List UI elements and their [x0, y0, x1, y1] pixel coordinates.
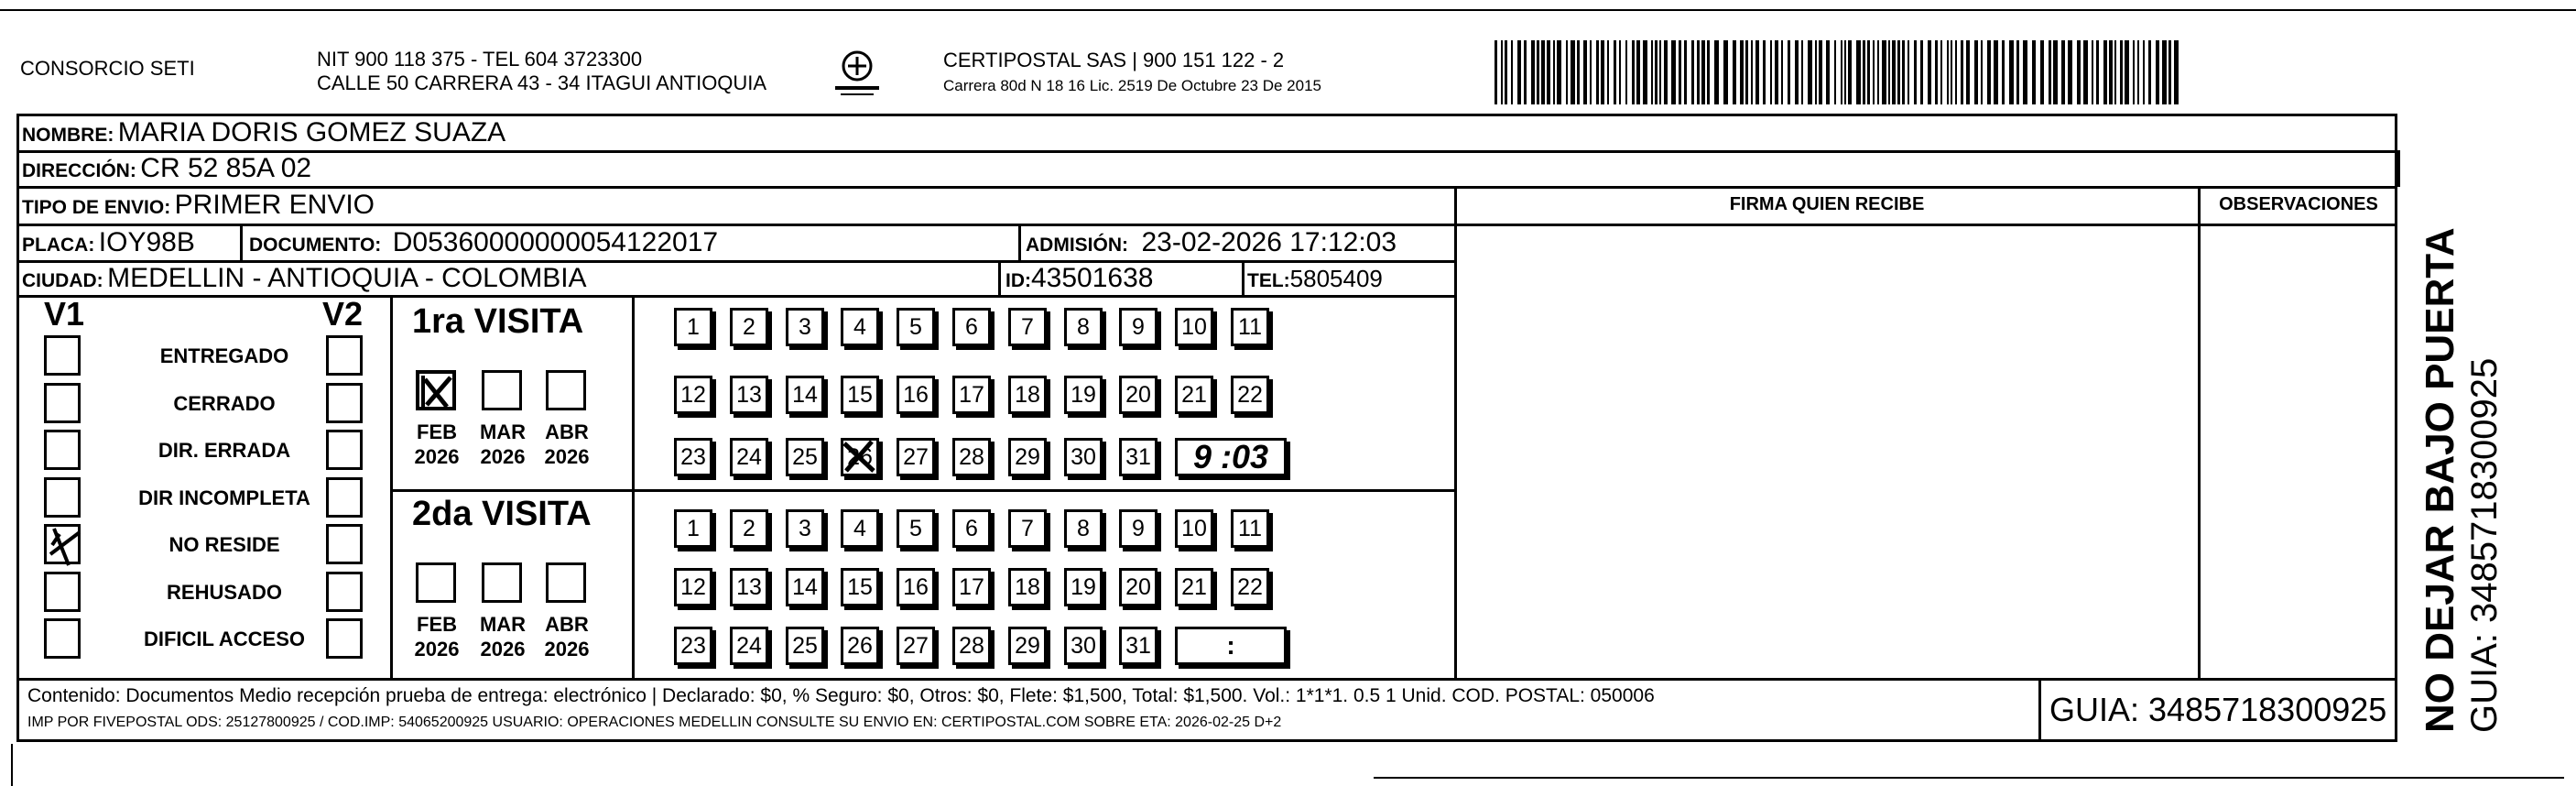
day-number: 7: [1021, 515, 1034, 541]
first-visit-day-22[interactable]: [1231, 376, 1269, 414]
second-visit-day-29[interactable]: [1008, 627, 1047, 665]
first-visit-day-28[interactable]: [952, 438, 991, 476]
day-number: 4: [853, 313, 866, 340]
second-visit-day-16[interactable]: [897, 568, 935, 606]
footer-print-info: IMP POR FIVEPOSTAL ODS: 25127800925 / COD.IMP: 54065200925 USUARIO: OPERACIONES MEDELLIN CONSULTE SU ENVIO EN: CERTIPOSTAL.COM SOBRE ETA: 2026-02-25 D+2: [27, 715, 1282, 730]
second-visit-day-4[interactable]: [841, 509, 879, 548]
ciudad-label: CIUDAD:: [22, 270, 103, 291]
day-number: 12: [680, 381, 706, 408]
day-number: 31: [1125, 632, 1151, 659]
first-visit-month-checkbox[interactable]: [482, 370, 522, 410]
day-number: 16: [903, 381, 929, 408]
second-visit-day-8[interactable]: [1064, 509, 1103, 548]
certipostal-line-2: Carrera 80d N 18 16 Lic. 2519 De Octubre 23 De 2015: [943, 77, 1321, 94]
placa-row: [22, 227, 195, 258]
v2-checkbox[interactable]: [326, 335, 363, 376]
first-visit-day-10[interactable]: [1175, 308, 1213, 346]
nit-line-1: NIT 900 118 375 - TEL 604 3723300: [317, 48, 643, 71]
v1-checkbox[interactable]: [44, 430, 81, 470]
month-year: 2026: [480, 638, 526, 660]
day-number: 11: [1238, 515, 1262, 541]
day-number: 5: [909, 515, 922, 541]
day-number: 29: [1015, 632, 1040, 659]
second-visit-day-24[interactable]: [730, 627, 768, 665]
second-visit-day-18[interactable]: [1008, 568, 1047, 606]
second-visit-day-25[interactable]: [786, 627, 824, 665]
first-visit-day-17[interactable]: [952, 376, 991, 414]
day-number: 5: [909, 313, 922, 340]
month-year: 2026: [544, 445, 590, 468]
second-visit-day-23[interactable]: [674, 627, 712, 665]
second-visit-day-27[interactable]: [897, 627, 935, 665]
day-number: 14: [792, 381, 818, 408]
day-number: 28: [959, 632, 984, 659]
month-year: 2026: [414, 638, 460, 660]
tel-label: TEL:: [1247, 270, 1290, 291]
tipo-value: PRIMER ENVIO: [174, 190, 375, 220]
day-number: 17: [959, 573, 984, 600]
ciudad-value: MEDELLIN - ANTIOQUIA - COLOMBIA: [107, 263, 587, 293]
side-text: [2418, 110, 2505, 733]
v1-checkbox[interactable]: [44, 383, 81, 423]
first-visit-month-checkbox[interactable]: [546, 370, 586, 410]
day-number: 21: [1181, 381, 1207, 408]
firma-header: FIRMA QUIEN RECIBE: [1729, 194, 1925, 214]
first-visit-day-5[interactable]: [897, 308, 935, 346]
first-visit-time-field[interactable]: 9 :03: [1175, 438, 1287, 476]
first-visit-day-11[interactable]: [1231, 308, 1269, 346]
v2-checkbox[interactable]: [326, 524, 363, 564]
id-row: [1005, 263, 1153, 294]
documento-value: D05360000000054122017: [392, 227, 719, 257]
day-number: 24: [736, 632, 762, 659]
tel-value: 5805409: [1289, 265, 1383, 292]
first-visit-day-1[interactable]: [674, 308, 712, 346]
day-number: 27: [903, 443, 929, 470]
day-number: 20: [1125, 573, 1151, 600]
first-visit-day-20[interactable]: [1119, 376, 1158, 414]
second-visit-day-2[interactable]: [730, 509, 768, 548]
day-number: 20: [1125, 381, 1151, 408]
month-name: FEB: [417, 613, 457, 636]
placa-label: PLACA:: [22, 235, 95, 256]
first-visit-day-4[interactable]: [841, 308, 879, 346]
day-number: 6: [965, 313, 978, 340]
month-label: [535, 420, 599, 469]
side-warning: NO DEJAR BAJO PUERTA: [2418, 227, 2462, 733]
status-reason-label: NO RESIDE: [168, 533, 280, 556]
first-visit-day-26[interactable]: [841, 438, 879, 476]
first-visit-day-16[interactable]: [897, 376, 935, 414]
second-visit-day-31[interactable]: [1119, 627, 1158, 665]
day-number: 10: [1181, 515, 1207, 541]
day-number: 30: [1071, 632, 1096, 659]
company-name: CONSORCIO SETI: [20, 57, 195, 80]
day-number: 7: [1021, 313, 1034, 340]
day-number: 13: [736, 573, 762, 600]
v1-checkbox[interactable]: [44, 477, 81, 518]
direccion-label: DIRECCIÓN:: [22, 160, 136, 181]
status-reason-label: DIR INCOMPLETA: [138, 486, 310, 509]
second-visit-day-7[interactable]: [1008, 509, 1047, 548]
admision-row: [1026, 227, 1397, 258]
footer-guia: GUIA: 3485718300925: [2049, 691, 2387, 728]
day-number: 8: [1077, 313, 1090, 340]
tel-row: [1247, 265, 1383, 293]
footer-content: Contenido: Documentos Medio recepción prueba de entrega: electrónico | Declarado: $0, % Seguro: $0, Otros: $0, Flete: $1,500, Total: $1,500. Vol.: 1*1*1. 0.5 1 Unid. COD. POSTAL: 050006: [27, 685, 1655, 706]
day-number: 9: [1132, 313, 1145, 340]
v1-checkbox[interactable]: [44, 335, 81, 376]
admision-value: 23-02-2026 17:12:03: [1141, 227, 1397, 257]
nombre-value: MARIA DORIS GOMEZ SUAZA: [117, 117, 506, 147]
first-visit-day-7[interactable]: [1008, 308, 1047, 346]
day-number: 15: [847, 381, 873, 408]
day-number: 19: [1071, 381, 1096, 408]
cross-mark-icon: [841, 438, 879, 476]
day-number: 25: [792, 443, 818, 470]
day-number: 6: [965, 515, 978, 541]
documento-label: DOCUMENTO:: [249, 235, 382, 256]
day-number: 25: [792, 632, 818, 659]
first-visit-day-13[interactable]: [730, 376, 768, 414]
month-label: [535, 612, 599, 661]
v1-checkbox[interactable]: [44, 618, 81, 659]
second-visit-day-28[interactable]: [952, 627, 991, 665]
v2-checkbox[interactable]: [326, 572, 363, 612]
day-number: 10: [1181, 313, 1207, 340]
id-label: ID:: [1005, 270, 1031, 291]
day-number: 23: [680, 443, 706, 470]
first-visit-day-2[interactable]: [730, 308, 768, 346]
v1-header: V1: [44, 295, 85, 333]
barcode: [1495, 40, 2179, 104]
v1-checkbox[interactable]: [44, 572, 81, 612]
direccion-value: CR 52 85A 02: [140, 153, 312, 183]
day-number: 22: [1237, 381, 1263, 408]
second-visit-day-6[interactable]: [952, 509, 991, 548]
second-visit-title: 2da VISITA: [412, 495, 592, 533]
second-visit-day-14[interactable]: [786, 568, 824, 606]
day-number: 31: [1125, 443, 1151, 470]
day-number: 18: [1015, 381, 1040, 408]
first-visit-month-checkbox[interactable]: [416, 370, 456, 410]
day-number: 17: [959, 381, 984, 408]
second-visit-day-19[interactable]: [1064, 568, 1103, 606]
month-label: [405, 612, 469, 661]
first-visit-day-25[interactable]: [786, 438, 824, 476]
certipostal-info: [943, 48, 1321, 99]
day-number: 8: [1077, 515, 1090, 541]
nombre-label: NOMBRE:: [22, 125, 114, 146]
second-visit-day-20[interactable]: [1119, 568, 1158, 606]
first-visit-day-30[interactable]: [1064, 438, 1103, 476]
v2-checkbox[interactable]: [326, 430, 363, 470]
day-number: 3: [799, 313, 811, 340]
day-number: 21: [1181, 573, 1207, 600]
first-visit-day-21[interactable]: [1175, 376, 1213, 414]
ciudad-row: [22, 263, 587, 294]
day-number: 30: [1071, 443, 1096, 470]
second-visit-time-field[interactable]: :: [1175, 627, 1287, 665]
admision-label: ADMISIÓN:: [1026, 235, 1128, 256]
day-number: 13: [736, 381, 762, 408]
day-number: 9: [1132, 515, 1145, 541]
certipostal-line-1: CERTIPOSTAL SAS | 900 151 122 - 2: [943, 49, 1285, 71]
second-visit-day-26[interactable]: [841, 627, 879, 665]
nombre-row: [22, 117, 505, 148]
first-visit-title: 1ra VISITA: [412, 302, 584, 341]
second-visit-day-1[interactable]: [674, 509, 712, 548]
status-reason-label: DIFICIL ACCESO: [143, 628, 305, 650]
second-visit-day-5[interactable]: [897, 509, 935, 548]
first-visit-day-12[interactable]: [674, 376, 712, 414]
first-visit-day-15[interactable]: [841, 376, 879, 414]
day-number: 4: [853, 515, 866, 541]
side-guia: GUIA: 3485718300925: [2464, 357, 2505, 733]
first-visit-day-8[interactable]: [1064, 308, 1103, 346]
first-visit-day-24[interactable]: [730, 438, 768, 476]
second-visit-month-checkbox[interactable]: [546, 562, 586, 603]
day-number: 11: [1238, 313, 1262, 340]
second-visit-month-checkbox[interactable]: [416, 562, 456, 603]
observaciones-header: OBSERVACIONES: [2219, 194, 2378, 214]
first-visit-day-23[interactable]: [674, 438, 712, 476]
second-visit-month-checkbox[interactable]: [482, 562, 522, 603]
second-visit-day-3[interactable]: [786, 509, 824, 548]
first-visit-day-9[interactable]: [1119, 308, 1158, 346]
month-year: 2026: [480, 445, 526, 468]
second-visit-day-13[interactable]: [730, 568, 768, 606]
first-visit-day-27[interactable]: [897, 438, 935, 476]
day-number: 1: [687, 515, 700, 541]
v2-header: V2: [322, 295, 364, 333]
first-visit-day-19[interactable]: [1064, 376, 1103, 414]
second-visit-day-9[interactable]: [1119, 509, 1158, 548]
v1-checkbox[interactable]: [44, 524, 81, 564]
day-number: 2: [743, 313, 755, 340]
v2-checkbox[interactable]: [326, 618, 363, 659]
status-reason-label: DIR. ERRADA: [158, 439, 291, 462]
month-name: MAR: [479, 613, 527, 636]
second-visit-day-11[interactable]: [1231, 509, 1269, 548]
first-visit-day-6[interactable]: [952, 308, 991, 346]
day-number: 24: [736, 443, 762, 470]
day-number: 14: [792, 573, 818, 600]
v2-checkbox[interactable]: [326, 383, 363, 423]
day-number: 15: [847, 573, 873, 600]
month-label: [471, 612, 535, 661]
company-nit: [317, 48, 766, 95]
day-number: 1: [687, 313, 700, 340]
second-visit-day-30[interactable]: [1064, 627, 1103, 665]
second-visit-day-15[interactable]: [841, 568, 879, 606]
month-name: FEB: [417, 420, 457, 443]
day-number: 22: [1237, 573, 1263, 600]
id-value: 43501638: [1031, 263, 1154, 293]
first-visit-day-14[interactable]: [786, 376, 824, 414]
check-mark-icon: [419, 374, 456, 410]
second-visit-day-12[interactable]: [674, 568, 712, 606]
month-name: ABR: [545, 613, 589, 636]
day-number: 16: [903, 573, 929, 600]
day-number: 19: [1071, 573, 1096, 600]
first-visit-day-18[interactable]: [1008, 376, 1047, 414]
day-number: 18: [1015, 573, 1040, 600]
day-number: 29: [1015, 443, 1040, 470]
first-visit-day-3[interactable]: [786, 308, 824, 346]
second-visit-day-17[interactable]: [952, 568, 991, 606]
first-visit-day-29[interactable]: [1008, 438, 1047, 476]
status-reason-label: REHUSADO: [167, 581, 282, 604]
nit-line-2: CALLE 50 CARRERA 43 - 34 ITAGUI ANTIOQUIA: [317, 71, 767, 94]
second-visit-day-21[interactable]: [1175, 568, 1213, 606]
day-number: 27: [903, 632, 929, 659]
day-number: 28: [959, 443, 984, 470]
month-name: ABR: [545, 420, 589, 443]
documento-row: [249, 227, 718, 258]
day-number: 26: [847, 632, 873, 659]
day-number: 26: [847, 443, 873, 470]
month-label: [405, 420, 469, 469]
day-number: 12: [680, 573, 706, 600]
month-label: [471, 420, 535, 469]
month-name: MAR: [479, 420, 527, 443]
tipo-row: [22, 190, 375, 221]
v2-checkbox[interactable]: [326, 477, 363, 518]
day-number: 2: [743, 515, 755, 541]
second-visit-day-10[interactable]: [1175, 509, 1213, 548]
day-number: 3: [799, 515, 811, 541]
tipo-label: TIPO DE ENVIO:: [22, 197, 171, 218]
status-reason-label: ENTREGADO: [159, 344, 289, 367]
day-number: 23: [680, 632, 706, 659]
placa-value: IOY98B: [98, 227, 195, 257]
month-year: 2026: [544, 638, 590, 660]
status-reason-label: CERRADO: [173, 392, 276, 415]
direccion-row: [22, 153, 311, 184]
month-year: 2026: [414, 445, 460, 468]
second-visit-day-22[interactable]: [1231, 568, 1269, 606]
check-mark-icon: [47, 527, 83, 567]
first-visit-day-31[interactable]: [1119, 438, 1158, 476]
certipostal-logo-icon: [831, 48, 883, 99]
